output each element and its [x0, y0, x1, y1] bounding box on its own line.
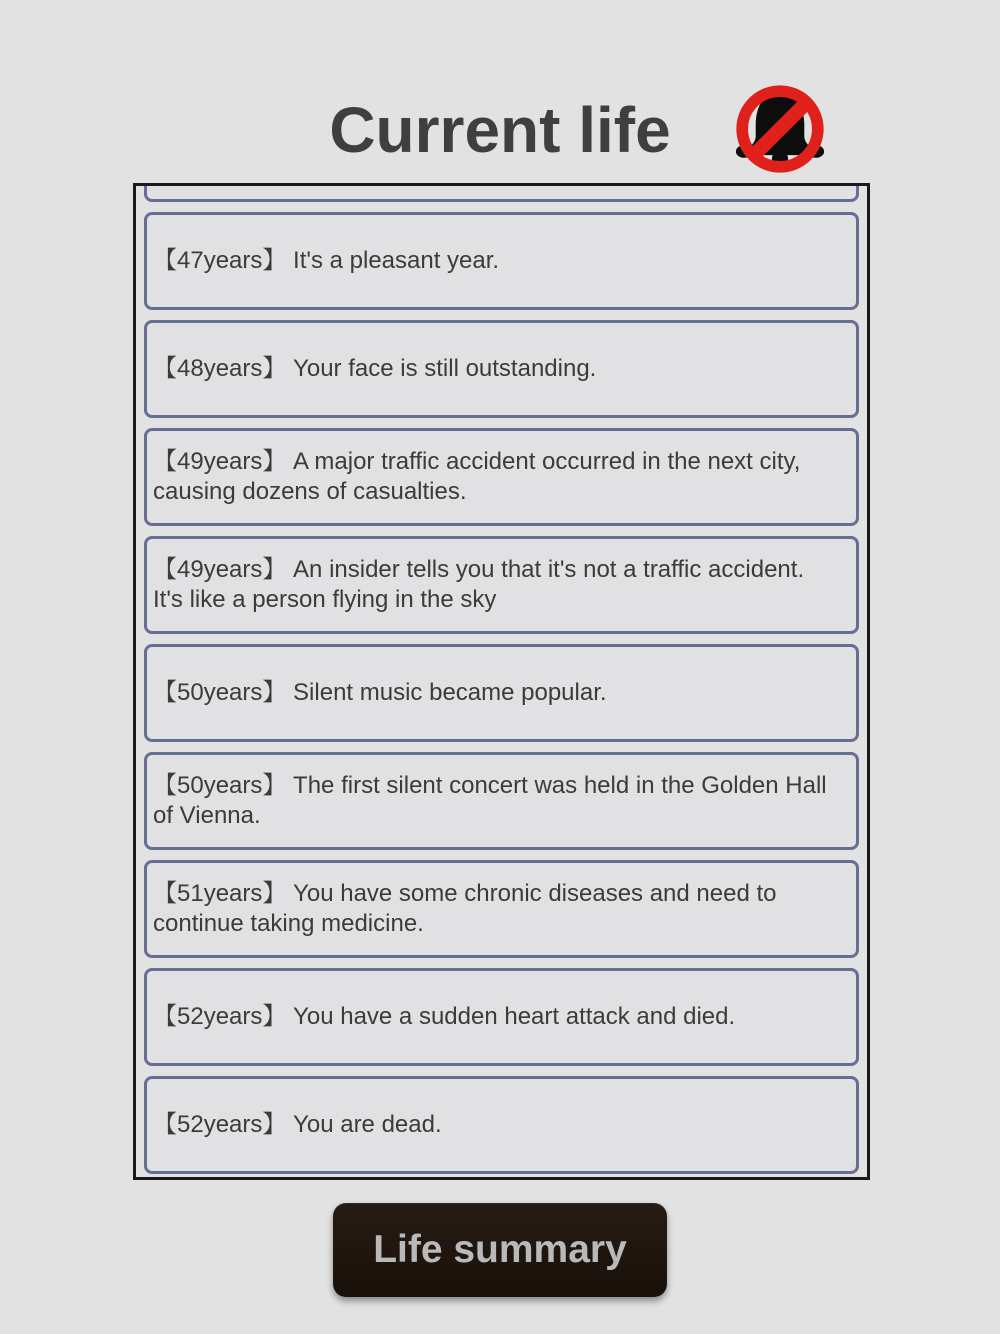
life-event: [144, 428, 859, 526]
life-event: [144, 320, 859, 418]
life-event-text: 【50years】 The first silent concert was held in the Golden Hall of Vienna.: [153, 772, 827, 829]
life-event-list[interactable]: [133, 183, 870, 1180]
life-event-text: 【52years】 You are dead.: [153, 1111, 442, 1138]
life-event: [144, 860, 859, 958]
bell-muted-glyph: [734, 84, 826, 174]
life-event-text: 【49years】 A major traffic accident occurred in the next city, causing dozens of casualties.: [153, 448, 801, 505]
life-event-text: 【51years】 You have some chronic diseases and need to continue taking medicine.: [153, 880, 777, 937]
life-event: [144, 644, 859, 742]
page-title: Current life: [329, 94, 671, 166]
life-summary-button[interactable]: Life summary: [333, 1203, 667, 1297]
life-event: [144, 752, 859, 850]
life-event: [144, 536, 859, 634]
life-event: [144, 968, 859, 1066]
life-event: [144, 1076, 859, 1174]
life-event-text: 【47years】 It's a pleasant year.: [153, 247, 500, 274]
life-event-text: 【49years】 An insider tells you that it's not a traffic accident. It's like a person flying in the sky: [153, 556, 805, 613]
header: [0, 84, 1000, 176]
life-event-text: 【50years】 Silent music became popular.: [153, 679, 607, 706]
life-event-text: 【48years】 Your face is still outstanding.: [153, 355, 597, 382]
life-event-partial: [144, 183, 859, 202]
life-event-text: 【52years】 You have a sudden heart attack and died.: [153, 1003, 736, 1030]
notifications-muted-icon[interactable]: [734, 84, 826, 174]
life-event: [144, 212, 859, 310]
